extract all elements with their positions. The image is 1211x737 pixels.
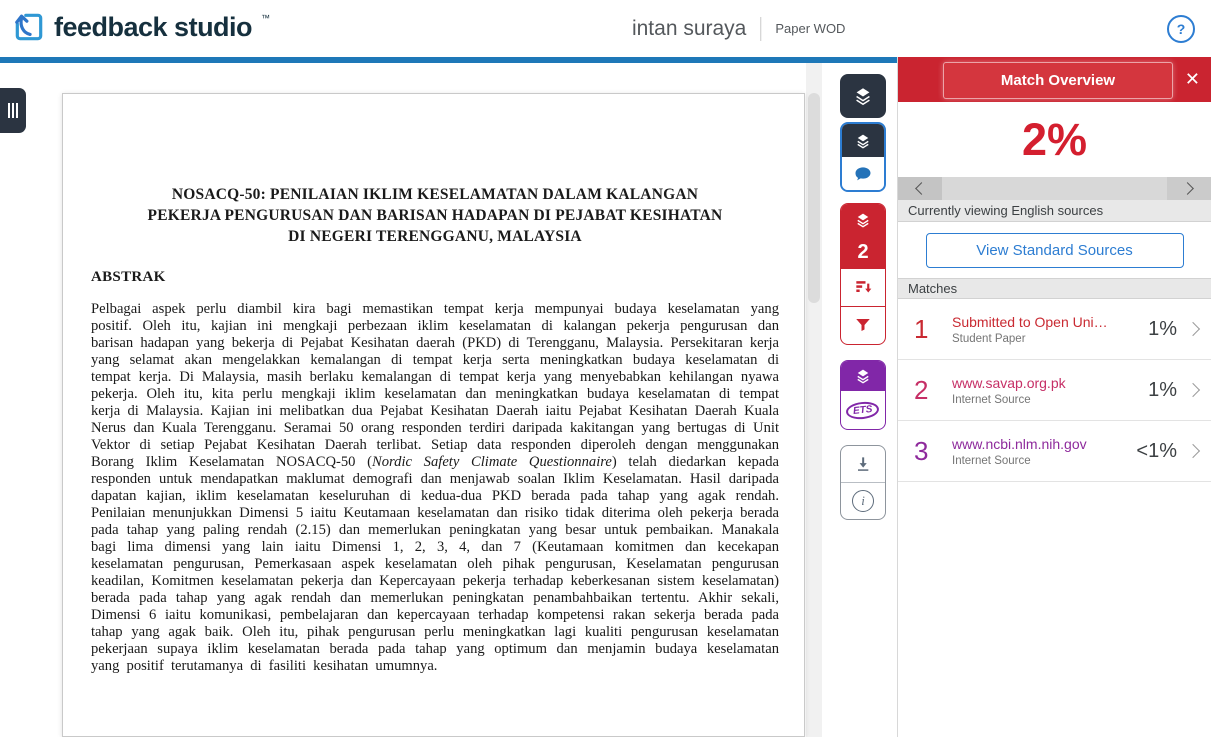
ets-tools-group bbox=[840, 360, 886, 430]
all-sources-button[interactable] bbox=[841, 269, 885, 306]
filter-icon bbox=[854, 316, 872, 334]
ets-logo-button[interactable] bbox=[841, 391, 885, 429]
similarity-score-wrap bbox=[898, 102, 1211, 177]
feedback-studio-logo-icon bbox=[12, 10, 46, 44]
italic-questionnaire-name: Nordic Safety Climate Questionnaire bbox=[372, 454, 612, 470]
scrollbar-thumb[interactable] bbox=[808, 93, 820, 303]
info-icon: i bbox=[852, 490, 874, 512]
match-expand-button[interactable] bbox=[1177, 385, 1211, 395]
match-number: 1 bbox=[914, 313, 929, 344]
download-icon bbox=[853, 454, 873, 474]
similarity-score: 2% bbox=[1021, 113, 1088, 165]
sidebar-toggle[interactable] bbox=[0, 88, 26, 133]
chevron-left-icon bbox=[915, 182, 928, 195]
document-page bbox=[62, 93, 805, 737]
layers-segment[interactable] bbox=[842, 124, 884, 157]
match-row[interactable] bbox=[898, 421, 1211, 482]
layers-button[interactable] bbox=[840, 74, 886, 118]
abstract-paragraph: Pelbagai aspek perlu diambil kira bagi memastikan tempat kerja mempunyai budaya keselamatan yang positif. Oleh itu, kajian ini mengkaji perbezaan iklim keselamatan di kalangan pekerja pengurusan dan barisan hadapan yang bekerja di Pejabat Kesihatan daerah (PKD) di Terengganu, Malaysia. Persekitaran kerja yang selamat akan mengelakkan kemalangan di tempat kerja serta meningkatkan budaya keselamatan di tempat kerja. Di Malaysia, masih berlaku kemalangan di tempat kerja yang menyebabkan kehilangan nyawa pekerja. Oleh itu, kita perlu mengkaji iklim keselamatan dan meningkatkan budaya keselamatan di tempat kerja di Malaysia. Kajian ini melibatkan dua Pejabat Kesihatan Daerah iaitu Pejabat Kesihatan Daerah Kuala Nerus dan Kuala Terengganu. Seramai 50 orang responden terdiri daripada kakitangan yang bertugas di Unit Vektor di setiap Pejabat Kesihatan Daerah terlibat. Setiap data responden diperoleh dengan menggunakan Borang Iklim Keselamatan NOSACQ-50 (Nordic Safety Climate Questionnaire) telah diedarkan kepada responden untuk mendapatkan maklumat demografi dan menjawab soalan Iklim Keselamatan. Hasil daripada dapatan kajian, iklim keselamatan keseluruhan di kedua-dua PKD berada pada tahap yang agak rendah. Penilaian menunjukkan Dimensi 5 iaitu Keutamaan keselamatan dan risiko tidak diterima oleh pekerja berada pada tahap yang paling rendah (2.15) dan memerlukan peningkatan yang besar untuk pembaikan. Manakala bagi lima dimensi yang lain iaitu Dimensi 1, 2, 3, 4, dan 7 (Keutamaan komitmen dan kecekapan keselamatan pengurusan, Pemerkasaan aspek keselamatan oleh pihak pengurusan, Keselamatan pengurusan keadilan, Komitmen keselamatan pekerja dan Kepercayaan pekerja terhadap keberkesanan sistem keselamatan) berada pada tahap yang agak rendah dan memerlukan peningkatan penambahbaikan tertentu. Akhir sekali, Dimensi 6 iaitu komunikasi, pembelajaran dan kepercayaan terhadap kompetensi rakan sekerja berada pada tahap yang agak baik. Oleh itu, pihak pengurusan perlu meningkatkan lagi kualiti pengurusan keselamatan pekerjaan supaya iklim keselamatan berada pada tahap yang optimum dan menjamin budaya keselamatan yang positif terutamanya di fasiliti kesihatan umumnya. bbox=[91, 301, 779, 674]
filter-button[interactable] bbox=[841, 307, 885, 344]
chevron-right-icon bbox=[1181, 182, 1194, 195]
match-layers-button[interactable] bbox=[841, 204, 885, 236]
similarity-score-button[interactable]: 2 bbox=[841, 236, 885, 270]
match-source-type: Internet Source bbox=[952, 454, 1031, 467]
match-percent: <1% bbox=[1136, 439, 1177, 462]
similarity-tools-group bbox=[840, 203, 886, 345]
viewing-note: Currently viewing English sources bbox=[898, 200, 1211, 222]
layers-icon bbox=[854, 367, 872, 385]
paper-info bbox=[632, 0, 845, 57]
help-icon[interactable]: ? bbox=[1167, 15, 1195, 43]
document-title: NOSACQ-50: PENILAIAN IKLIM KESELAMATAN DALAM KALANGAN PEKERJA PENGURUSAN DAN BARISAN HADAPAN DI PEJABAT KESIHATAN DI NEGERI TERENGGANU, MALAYSIA bbox=[147, 186, 723, 245]
match-overview-title-button[interactable]: Match Overview bbox=[943, 62, 1173, 99]
match-expand-button[interactable] bbox=[1177, 446, 1211, 456]
chevron-right-icon bbox=[1185, 383, 1199, 397]
match-number: 3 bbox=[914, 435, 929, 466]
active-layers-comment-button[interactable] bbox=[840, 122, 886, 192]
match-percent: 1% bbox=[1148, 378, 1177, 401]
ets-logo: ETS bbox=[845, 400, 880, 420]
match-row[interactable] bbox=[898, 299, 1211, 360]
download-button[interactable] bbox=[841, 446, 885, 483]
match-source-link[interactable]: www.ncbi.nlm.nih.gov bbox=[952, 435, 1087, 452]
match-source-type: Internet Source bbox=[952, 393, 1031, 406]
match-row[interactable] bbox=[898, 360, 1211, 421]
next-source-button[interactable] bbox=[1167, 177, 1211, 200]
chevron-right-icon bbox=[1185, 322, 1199, 336]
comment-icon bbox=[852, 164, 874, 184]
matches-header: Matches bbox=[898, 278, 1211, 299]
abstract-heading: ABSTRAK bbox=[91, 269, 166, 285]
match-overview-header bbox=[898, 57, 1211, 102]
match-percent: 1% bbox=[1148, 317, 1177, 340]
header-divider bbox=[760, 17, 761, 41]
student-name: intan suraya bbox=[631, 16, 747, 40]
match-number: 2 bbox=[914, 374, 929, 405]
match-overview-panel bbox=[897, 57, 1211, 737]
comment-segment[interactable] bbox=[842, 157, 884, 190]
match-source-link[interactable]: www.savap.org.pk bbox=[952, 374, 1066, 391]
layers-icon bbox=[854, 132, 872, 150]
grip-icon bbox=[8, 103, 10, 118]
match-source-type: Student Paper bbox=[952, 332, 1026, 345]
match-expand-button[interactable] bbox=[1177, 324, 1211, 334]
logo-text: feedback studio bbox=[54, 11, 253, 42]
info-button[interactable] bbox=[841, 483, 885, 519]
chevron-right-icon bbox=[1185, 444, 1199, 458]
ets-layers-button[interactable] bbox=[841, 361, 885, 391]
feedback-studio-logo bbox=[12, 10, 269, 44]
layers-icon bbox=[852, 85, 874, 107]
logo-trademark: ™ bbox=[261, 13, 271, 23]
top-header bbox=[0, 0, 1211, 57]
layers-icon bbox=[854, 211, 872, 229]
paper-title: Paper WOD bbox=[775, 21, 846, 36]
sources-icon bbox=[853, 277, 873, 297]
source-nav-strip bbox=[898, 177, 1211, 200]
prev-source-button[interactable] bbox=[898, 177, 942, 200]
view-standard-sources-button[interactable]: View Standard Sources bbox=[926, 233, 1184, 268]
view-sources-wrap bbox=[898, 222, 1211, 278]
document-scrollbar[interactable] bbox=[806, 63, 822, 737]
close-icon[interactable]: ✕ bbox=[1184, 69, 1200, 89]
match-source-link[interactable]: Submitted to Open Uni… bbox=[952, 313, 1108, 330]
utility-group bbox=[840, 445, 886, 520]
header-accent-bar bbox=[0, 57, 897, 63]
